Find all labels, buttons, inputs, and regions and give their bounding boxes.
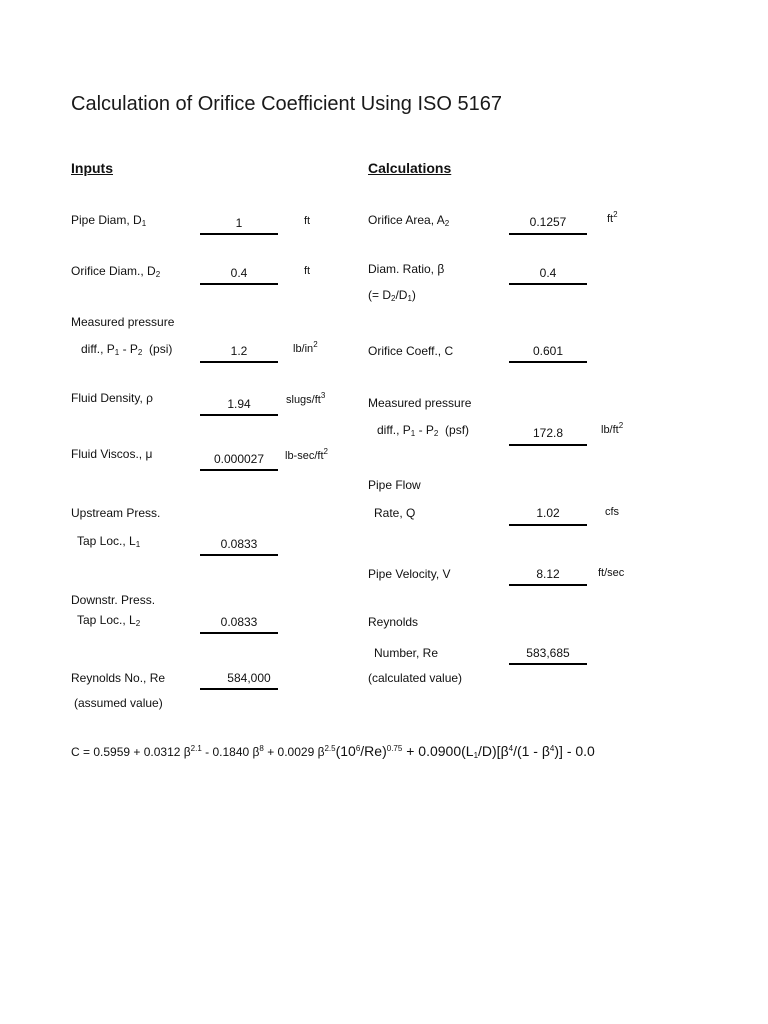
- orifice-coefficient-formula: C = 0.5959 + 0.0312 $\beta^{2.1} - 0.1840$ $\beta^8 + 0.0029$ $\beta^{2.5}(10^6/Re)^{0.75} + 0.0900(L_1/D)[\beta^4/(1 - \beta^4)] - 0.0$: [71, 743, 595, 760]
- pressure-diff-underline: [200, 361, 278, 363]
- downstream-tap-underline: [200, 632, 278, 634]
- diam-ratio-value: 0.4: [539, 266, 557, 280]
- diam-ratio-underline: [509, 283, 587, 285]
- pressure-diff-label-line2: diff., $P_1 - P_2$ (psi): [81, 342, 173, 357]
- pipe-flow-value: 1.02: [536, 506, 560, 520]
- pipe-flow-underline: [509, 524, 587, 526]
- pressure-diff-psf-label-line1: Measured pressure: [368, 396, 472, 410]
- orifice-diam-value[interactable]: 0.4: [230, 266, 248, 280]
- reynolds-calc-label-line2: Number, Re: [374, 646, 439, 660]
- reynolds-calc-note: (calculated value): [368, 671, 463, 685]
- diam-ratio-label: Diam. Ratio, β: [368, 262, 445, 276]
- fluid-density-value[interactable]: 1.94: [227, 397, 251, 411]
- pipe-velocity-underline: [509, 584, 587, 586]
- reynolds-calc-label-line1: Reynolds: [368, 615, 419, 629]
- pipe-velocity-unit: ft/sec: [598, 567, 625, 579]
- fluid-viscosity-unit: $lb-\sec/ft^2$: [285, 447, 328, 462]
- orifice-diam-unit: ft: [304, 265, 311, 277]
- pressure-diff-label-line1: Measured pressure: [71, 315, 175, 329]
- fluid-density-underline: [200, 414, 278, 416]
- page-title: Calculation of Orifice Coefficient Using ISO 5167: [71, 93, 502, 115]
- downstream-tap-value[interactable]: 0.0833: [220, 615, 258, 629]
- reynolds-assumed-value[interactable]: 584,000: [227, 671, 271, 685]
- upstream-tap-label-line1: Upstream Press.: [71, 506, 161, 520]
- orifice-area-label: Orifice Area, $A_2$: [368, 213, 450, 228]
- orifice-area-value: 0.1257: [529, 215, 567, 229]
- pressure-diff-psf-unit: $lb/ft^2$: [601, 421, 624, 436]
- orifice-diam-label: Orifice Diam., $D_2$: [71, 264, 161, 279]
- orifice-area-underline: [509, 233, 587, 235]
- fluid-viscosity-value[interactable]: 0.000027: [213, 452, 265, 466]
- inputs-heading: Inputs: [71, 160, 113, 176]
- pressure-diff-value[interactable]: 1.2: [230, 344, 248, 358]
- fluid-density-unit: slugs/$ft^3$: [286, 391, 326, 406]
- reynolds-assumed-underline: [200, 688, 278, 690]
- pipe-diam-underline: [200, 233, 278, 235]
- reynolds-assumed-label: Reynolds No., Re: [71, 671, 166, 685]
- pressure-diff-psf-label-line2: diff., $P_1 - P_2$ (psf): [377, 423, 470, 438]
- pipe-velocity-value: 8.12: [536, 567, 560, 581]
- pipe-flow-label-line2: Rate, Q: [374, 506, 416, 520]
- fluid-density-label: Fluid Density, ρ: [71, 391, 153, 405]
- pipe-velocity-label: Pipe Velocity, V: [368, 567, 451, 581]
- reynolds-assumed-note: (assumed value): [74, 696, 163, 710]
- pipe-flow-label-line1: Pipe Flow: [368, 478, 421, 492]
- orifice-area-unit: $ft^2$: [607, 210, 618, 225]
- downstream-tap-label-line2: Tap Loc., $L_2$: [77, 613, 141, 628]
- fluid-viscosity-underline: [200, 469, 278, 471]
- pipe-flow-unit: cfs: [605, 506, 620, 518]
- pressure-diff-psf-value: 172.8: [532, 426, 564, 440]
- pressure-diff-psf-underline: [509, 444, 587, 446]
- orifice-coeff-label: Orifice Coeff., C: [368, 344, 454, 358]
- reynolds-calc-underline: [509, 663, 587, 665]
- calculations-heading: Calculations: [368, 160, 452, 176]
- orifice-diam-underline: [200, 283, 278, 285]
- pressure-diff-unit: $lb/in^2$: [293, 340, 318, 355]
- pipe-diam-unit: ft: [304, 215, 311, 227]
- pipe-diam-value[interactable]: 1: [235, 216, 243, 230]
- orifice-coeff-underline: [509, 361, 587, 363]
- upstream-tap-underline: [200, 554, 278, 556]
- orifice-coeff-value: 0.601: [532, 344, 564, 358]
- upstream-tap-value[interactable]: 0.0833: [220, 537, 258, 551]
- diam-ratio-label-line2: (= $D_2/D_1$): [368, 288, 416, 303]
- upstream-tap-label-line2: Tap Loc., $L_1$: [77, 534, 141, 549]
- fluid-viscosity-label: Fluid Viscos., μ: [71, 447, 153, 461]
- reynolds-calc-value: 583,685: [526, 646, 570, 660]
- downstream-tap-label-line1: Downstr. Press.: [71, 593, 156, 607]
- pipe-diam-label: Pipe Diam, $D_1$: [71, 213, 147, 228]
